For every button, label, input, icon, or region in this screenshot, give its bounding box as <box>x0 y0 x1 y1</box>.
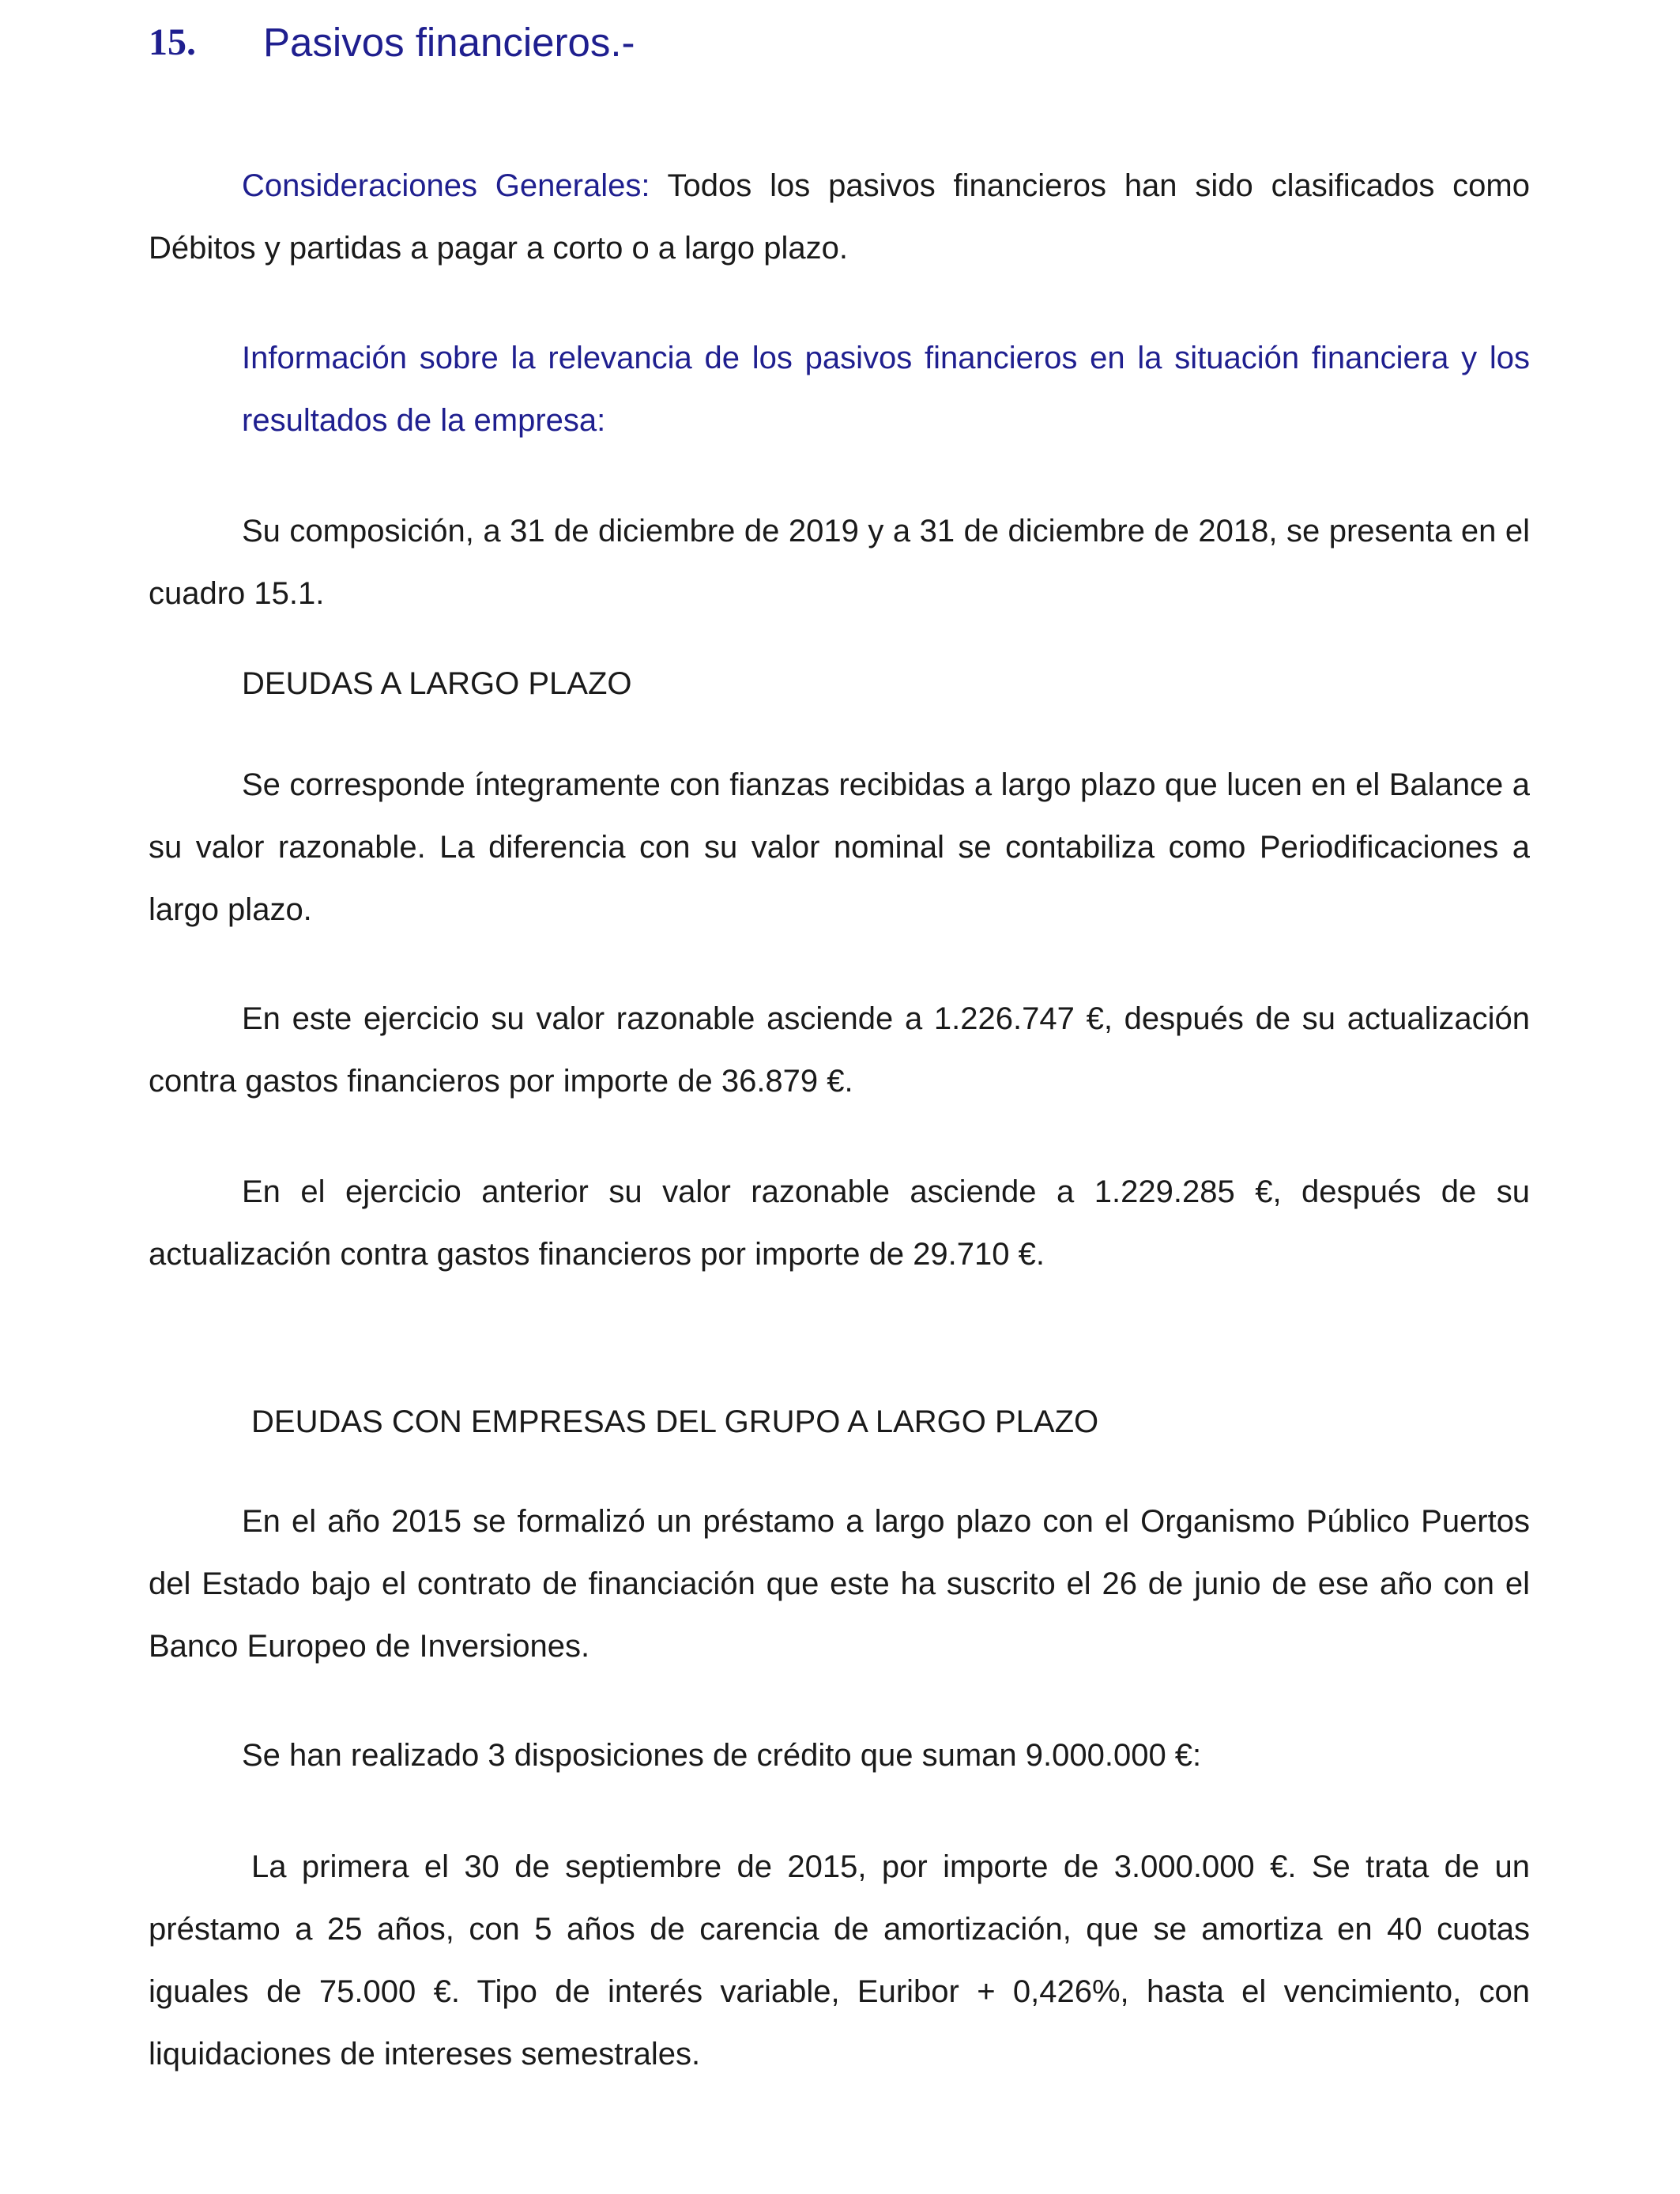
paragraph-composition: Su composición, a 31 de diciembre de 2019 y a 31 de diciembre de 2018, se presenta en el cuadro 15.1. <box>149 514 1530 611</box>
paragraph-relevance-info: Información sobre la relevancia de los pasivos financieros en la situación financiera y los resultados de la empresa: <box>242 341 1530 438</box>
subheading-long-term-debts: DEUDAS A LARGO PLAZO <box>242 666 632 701</box>
paragraph-label: Consideraciones Generales: <box>242 168 650 203</box>
paragraph-disbursements: Se han realizado 3 disposiciones de crédito que suman 9.000.000 €: <box>242 1738 1202 1773</box>
paragraph-loan: En el año 2015 se formalizó un préstamo a largo plazo con el Organismo Público Puertos del Estado bajo el contrato de financiación que este ha suscrito el 26 de junio de ese año con el Banco Europeo de Inversiones. <box>149 1504 1530 1664</box>
paragraph-current-year: En este ejercicio su valor razonable asciende a 1.226.747 €, después de su actualización contra gastos financieros por importe de 36.879 €. <box>149 1001 1530 1099</box>
paragraph-deposits: Se corresponde íntegramente con fianzas recibidas a largo plazo que lucen en el Balance a su valor razonable. La diferencia con su valor nominal se contabiliza como Periodificaciones a largo plazo. <box>149 767 1530 927</box>
section-title: Pasivos financieros.- <box>263 19 635 65</box>
paragraph-general-considerations <box>149 155 1530 280</box>
paragraph-previous-year: En el ejercicio anterior su valor razonable asciende a 1.229.285 €, después de su actualización contra gastos financieros por importe de 29.710 €. <box>149 1174 1530 1272</box>
subheading-group-debts: DEUDAS CON EMPRESAS DEL GRUPO A LARGO PLAZO <box>251 1404 1099 1439</box>
paragraph-text: Todos los pasivos financieros han sido clasificados como Débitos y partidas a pagar a corto o a largo plazo. <box>149 168 1530 266</box>
paragraph-first-disbursement: La primera el 30 de septiembre de 2015, por importe de 3.000.000 €. Se trata de un préstamo a 25 años, con 5 años de carencia de amortización, que se amortiza en 40 cuotas iguales de 75.000 €. Tipo de interés variable, Euribor + 0,426%, hasta el vencimiento, con liquidaciones de intereses semestrales. <box>149 1849 1530 2071</box>
section-heading <box>149 14 635 70</box>
section-number: 15. <box>149 21 196 63</box>
